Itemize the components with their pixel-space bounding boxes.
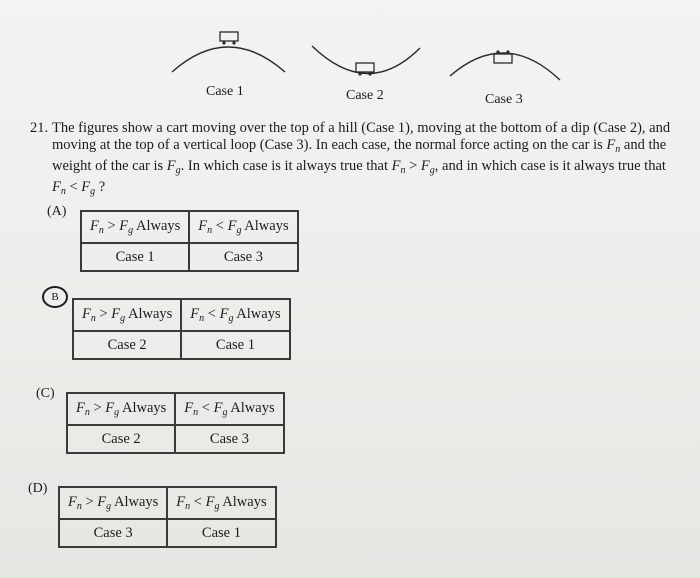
header-gt: $F_n > F_g$ Always [73,299,181,331]
option-b-selected-badge[interactable]: B [42,286,68,308]
question-text: The figures show a cart moving over the top of a hill (Case 1), moving at the bottom of a dip (Case 2), and moving at the top of a vertical loop (Case 3). In each case, the normal force acting on the car is $F_n$ and the weight of the car is $F_g$. In which case is it always true that $F_n > F_g$, and in which case is it always true that $F_n < F_g$ ? [52,120,671,197]
header-gt: $F_n > F_g$ Always [67,393,175,425]
option-c-gt-case: Case 2 [67,425,175,453]
question-number: 21. [30,120,49,136]
option-d-table[interactable] [58,486,277,548]
case2-label: Case 2 [346,88,384,103]
header-gt: $F_n > F_g$ Always [59,487,167,519]
header-lt: $F_n < F_g$ Always [175,393,283,425]
header-lt: $F_n < F_g$ Always [181,299,289,331]
option-b-lt-case: Case 1 [181,331,289,359]
option-a-table[interactable] [80,210,299,272]
option-b-table[interactable] [72,298,291,360]
header-lt: $F_n < F_g$ Always [167,487,275,519]
case3-label: Case 3 [485,92,523,107]
option-a-label[interactable]: (A) [47,204,67,219]
cart-case1 [220,32,238,45]
hill-curve [172,47,285,72]
header-gt: $F_n > F_g$ Always [81,211,189,243]
option-b-gt-case: Case 2 [73,331,181,359]
figures [0,0,700,115]
case1-label: Case 1 [206,84,244,99]
option-d-gt-case: Case 3 [59,519,167,547]
loop-curve [450,53,560,80]
option-d-label[interactable]: (D) [28,481,48,496]
option-c-table[interactable] [66,392,285,454]
option-c-lt-case: Case 3 [175,425,283,453]
option-d-lt-case: Case 1 [167,519,275,547]
dip-curve [312,46,420,74]
option-c-label[interactable]: (C) [36,386,55,401]
question [30,120,680,200]
option-a-gt-case: Case 1 [81,243,189,271]
option-a-lt-case: Case 3 [189,243,297,271]
header-lt: $F_n < F_g$ Always [189,211,297,243]
